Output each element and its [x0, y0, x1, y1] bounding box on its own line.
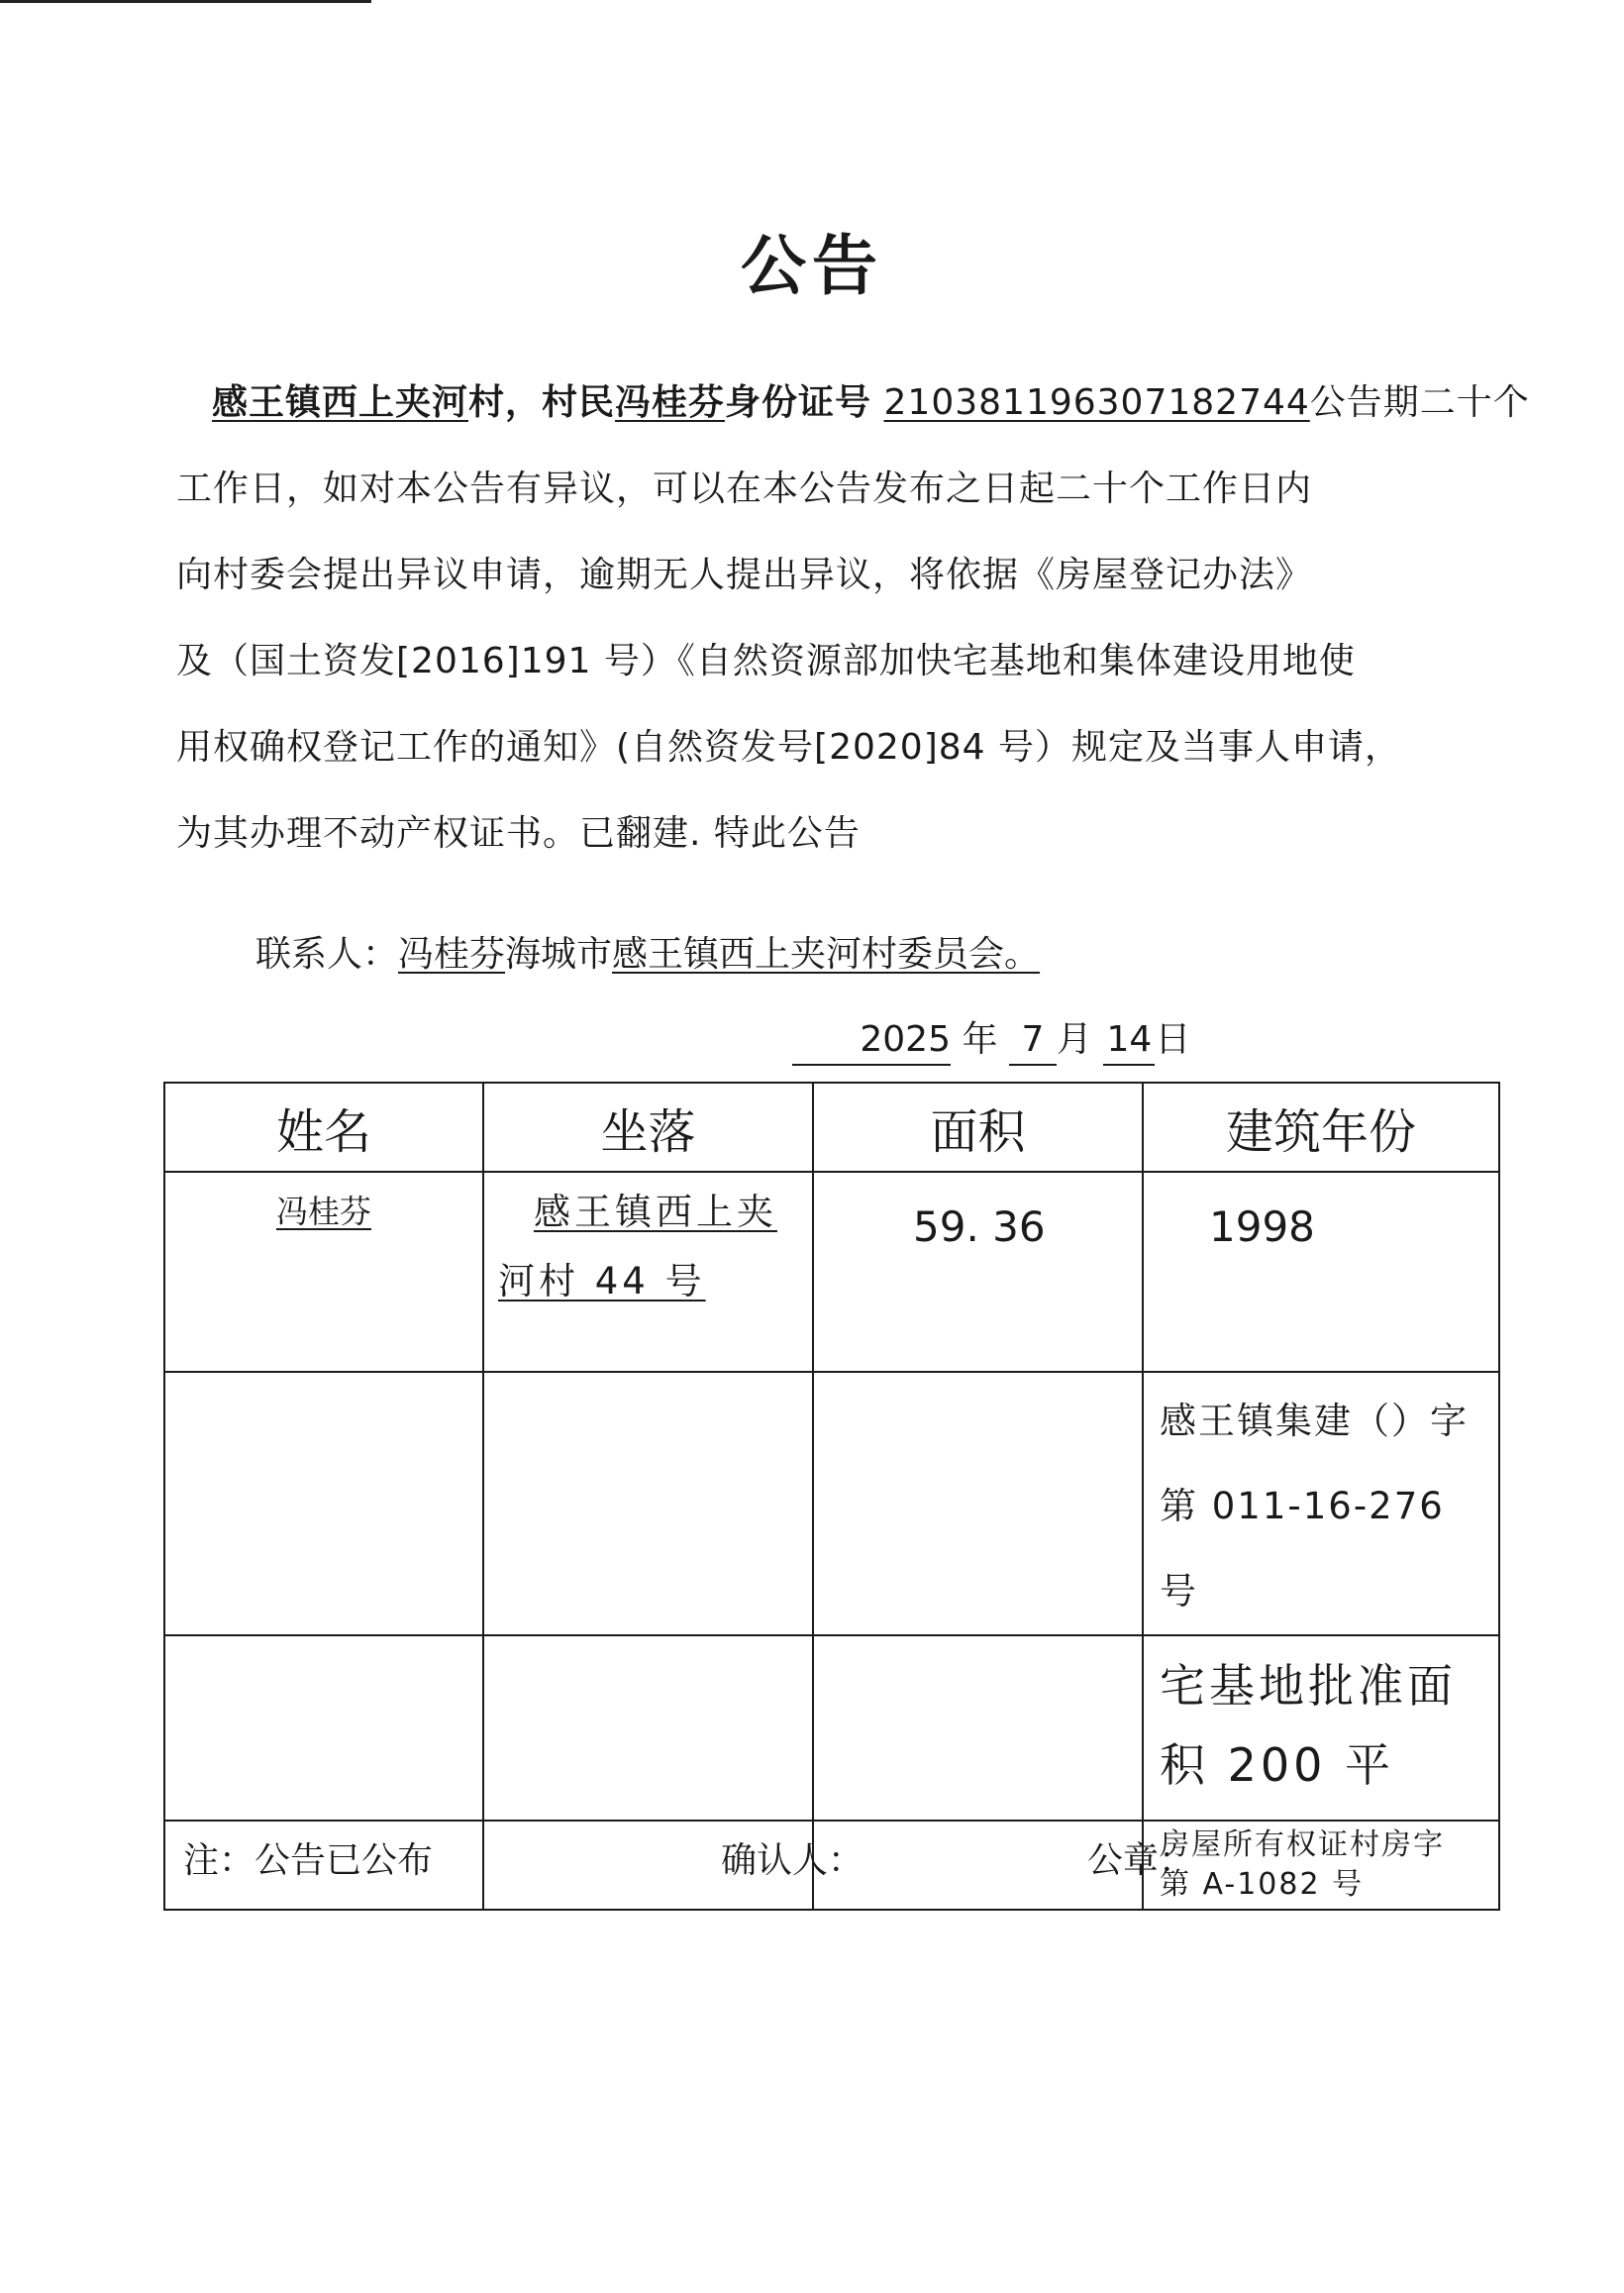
owner-name: 冯桂芬 [275, 1193, 371, 1230]
date-month: 7 [1009, 1016, 1057, 1066]
footer-confirm: 确认人： [721, 1840, 864, 1881]
table-header-row [164, 1083, 1499, 1172]
location-line-2: 河村 44 号 [498, 1260, 706, 1303]
date-day: 14 [1103, 1016, 1155, 1066]
table-row [164, 1172, 1499, 1372]
resident-name: 冯桂芬 [615, 382, 726, 423]
location-line-1: 感王镇西上夹 [534, 1191, 777, 1233]
header-name: 姓名 [164, 1083, 483, 1172]
body-line-2: 工作日，如对本公告有异议，可以在本公告发布之日起二十个工作日内 [176, 469, 1313, 509]
body-line-1 [212, 379, 1530, 427]
date-year-suffix: 年 [962, 1019, 998, 1060]
page-title: 公告 [741, 228, 883, 304]
body-line-5: 用权确权登记工作的通知》(自然资发号[2020]84 号）规定及当事人申请， [176, 727, 1402, 768]
body-line-3: 向村委会提出异议申请，逾期无人提出异议，将依据《房屋登记办法》 [176, 555, 1313, 595]
date-month-suffix: 月 [1056, 1019, 1092, 1060]
empty-cell [813, 1635, 1143, 1821]
header-area: 面积 [813, 1083, 1143, 1172]
contact-line [255, 931, 1040, 979]
contact-person: 冯桂芬 [398, 934, 506, 975]
empty-cell [164, 1635, 483, 1821]
date-day-suffix: 日 [1155, 1019, 1191, 1060]
property-table [163, 1082, 1500, 1911]
contact-label: 联系人： [255, 934, 399, 975]
scan-edge-mark [0, 0, 371, 3]
cell-name [164, 1172, 483, 1372]
date-year: 2025 [792, 1016, 951, 1066]
ownership-line-2: 第 A-1082 号 [1160, 1867, 1365, 1902]
footer-note: 注：公告已公布 [183, 1840, 434, 1881]
footer-seal: 公章： [1087, 1840, 1195, 1881]
id-label: 身份证号 [725, 382, 872, 423]
permit-line-1: 感王镇集建（）字 [1160, 1400, 1469, 1442]
town-village: 感王镇西上夹河 [212, 382, 469, 423]
cell-homestead-area [1143, 1635, 1499, 1821]
body-line-4: 及（国土资发[2016]191 号）《自然资源部加快宅基地和集体建设用地使 [176, 641, 1356, 681]
cell-location [483, 1172, 813, 1372]
cell-year: 1998 [1143, 1172, 1499, 1372]
villager-label: 村，村民 [468, 382, 616, 423]
table-row [164, 1372, 1499, 1635]
cell-area: 59. 36 [813, 1172, 1143, 1372]
ownership-line-1: 房屋所有权证村房字 [1160, 1827, 1445, 1862]
notice-date [792, 1016, 1190, 1066]
contact-committee: 感王镇西上夹河村委员会。 [612, 934, 1041, 975]
empty-cell [483, 1635, 813, 1821]
empty-cell [164, 1372, 483, 1635]
empty-cell [813, 1372, 1143, 1635]
homestead-line-1: 宅基地批准面 [1160, 1659, 1457, 1713]
homestead-line-2: 积 200 平 [1160, 1738, 1395, 1792]
permit-line-2: 第 011-16-276 号 [1160, 1485, 1445, 1613]
cell-permit-number [1143, 1372, 1499, 1635]
header-location: 坐落 [483, 1083, 813, 1172]
header-year: 建筑年份 [1143, 1083, 1499, 1172]
body-line-1-tail: 公告期二十个 [1309, 382, 1530, 423]
table-row [164, 1635, 1499, 1821]
empty-cell [483, 1372, 813, 1635]
id-number: 210381196307182744 [883, 382, 1310, 423]
contact-city: 海城市 [505, 934, 613, 975]
cell-ownership-cert [1143, 1821, 1499, 1910]
body-line-6: 为其办理不动产权证书。已翻建. 特此公告 [176, 813, 861, 854]
